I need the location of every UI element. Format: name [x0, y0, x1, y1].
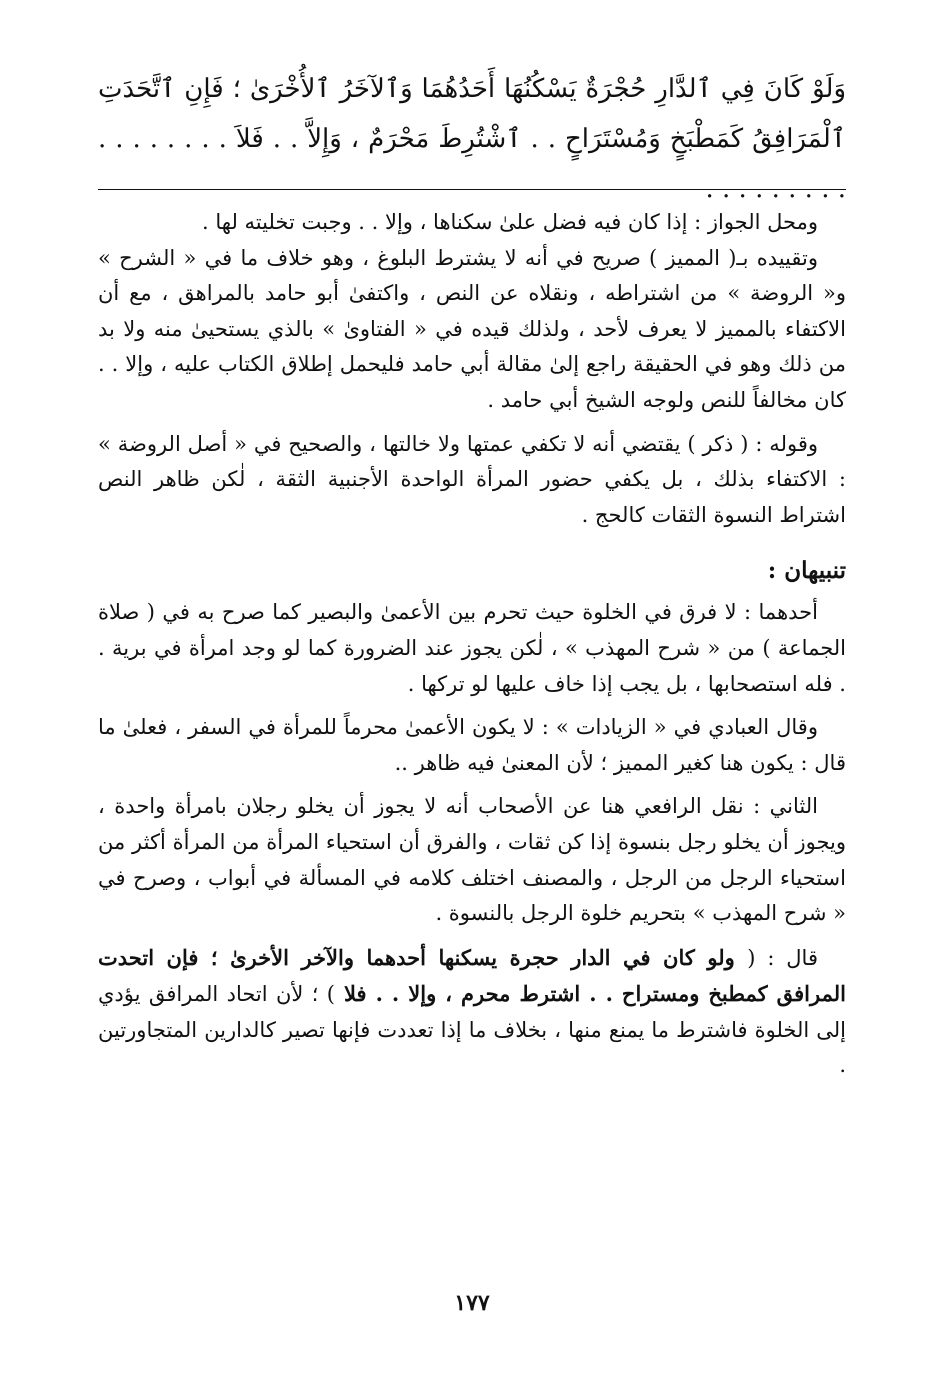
paragraph-2: وتقييده بـ( المميز ) صريح في أنه لا يشترط البلوغ ، وهو خلاف ما في « الشرح » و« الروضة » من اشتراطه ، ونقلاه عن النص ، واكتفىٰ أبو حامد بالمراهق ، مع أن الاكتفاء بالمميز لا يعرف لأحد ، ولذلك قيده في « الفتاوىٰ » بالذي يستحيىٰ منه ولا بد من ذلك وهو في الحقيقة راجع إلىٰ مقالة أبي حامد فليحمل إطلاق الكتاب عليه ، وإلا . . كان مخالفاً للنص ولوجه الشيخ أبي حامد . [98, 245, 846, 412]
quote-explanation: ) ؛ لأن اتحاد المرافق يؤدي إلى الخلوة فاشترط ما يمنع منها ، بخلاف ما إذا تعددت فإنها تصير كالدارين المتجاورتين . [98, 982, 846, 1078]
quote-intro: قال : ( [747, 945, 818, 970]
paragraph-6: الثاني : نقل الرافعي هنا عن الأصحاب أنه لا يجوز أن يخلو رجلان بامرأة واحدة ، ويجوز أن يخلو رجل بنسوة إذا كن ثقات ، والفرق أن استحياء المرأة من المرأة أكثر من استحياء الرجل من الرجل ، والمصنف اختلف كلامه في المسألة في أبواب ، وصرح في « شرح المهذب » بتحريم خلوة الرجل بالنسوة . [98, 794, 846, 926]
paragraph-5: وقال العبادي في « الزيادات » : لا يكون الأعمىٰ محرماً للمرأة في السفر ، فعلىٰ ما قال : يكون هنا كغير المميز ؛ لأن المعنىٰ فيه ظاهر .. [98, 715, 846, 775]
paragraph-4: أحدهما : لا فرق في الخلوة حيث تحرم بين الأعمىٰ والبصير كما صرح به في ( صلاة الجماعة ) من « شرح المهذب » ، لٰكن يجوز عند الضرورة كما لو وجد امرأة في برية . . فله استصحابها ، بل يجب إذا خاف عليها لو تركها . [98, 600, 846, 696]
commentary [98, 205, 846, 1084]
matn-text: وَلَوْ كَانَ فِي ٱلدَّارِ حُجْرَةٌ يَسْكُنُهَا أَحَدُهُمَا وَٱلآخَرُ ٱلأُخْرَىٰ ؛ فَإِنِ ٱتَّحَدَتِ ٱلْمَرَافِقُ كَمَطْبَخٍ وَمُسْتَرَاحٍ . . ٱشْتُرِطَ مَحْرَمٌ ، وَإِلاَّ . . فَلاَ . . . . . . . . . . . . . . . . . [98, 74, 846, 204]
separator-line [98, 189, 846, 190]
paragraph-3: وقوله : ( ذكر ) يقتضي أنه لا تكفي عمتها ولا خالتها ، والصحيح في « أصل الروضة » : الاكتفاء بذلك ، بل يكفي حضور المرأة الواحدة الأجنبية الثقة ، لٰكن ظاهر النص اشتراط النسوة الثقات كالحج . [98, 431, 846, 527]
quoted-matn: ولو كان في الدار حجرة يسكنها أحدهما والآخر الأخرىٰ ؛ فإن اتحدت المرافق كمطبخ ومستراح . . اشترط محرم ، وإلا . . فلا [98, 944, 846, 1007]
page-number: ١٧٧ [454, 1290, 490, 1316]
section-heading: تنبيهان : [767, 557, 846, 585]
paragraph-7 [98, 940, 846, 1084]
paragraph-1: ومحل الجواز : إذا كان فيه فضل علىٰ سكناها ، وإلا . . وجبت تخليته لها . [202, 210, 818, 234]
